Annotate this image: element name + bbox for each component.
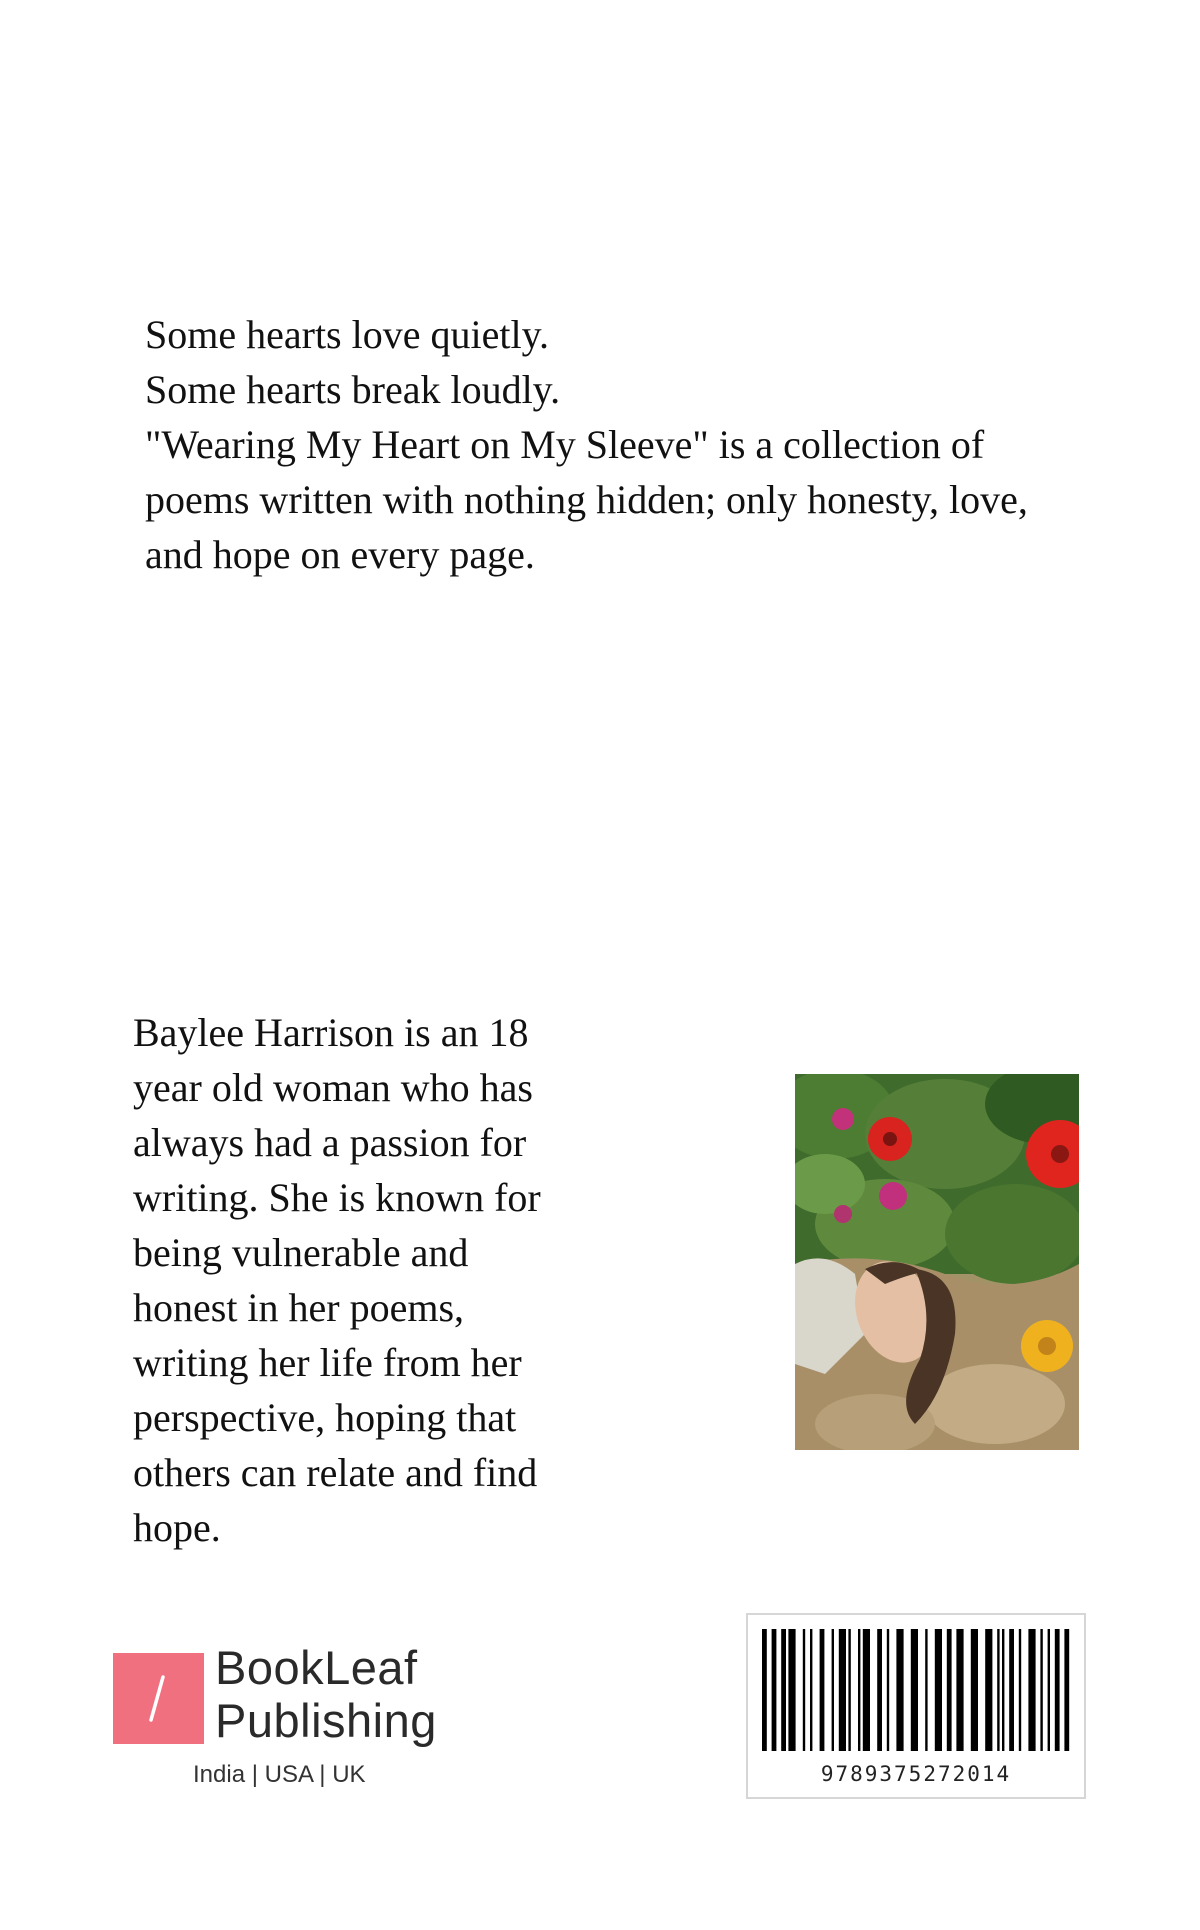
publisher-name [215,1641,437,1747]
bio-line: writing her life from her [133,1340,522,1385]
bio-line: being vulnerable and [133,1230,469,1275]
bio-line: Baylee Harrison is an 18 [133,1010,529,1055]
barcode-bar [896,1629,903,1751]
slash-icon [113,1653,204,1744]
bio-line: hope. [133,1505,221,1550]
barcode-bar [781,1629,786,1751]
barcode-bar [803,1629,805,1751]
barcode-bar [858,1629,860,1751]
barcode-bar [820,1629,825,1751]
bio-line: honest in her poems, [133,1285,465,1330]
blurb-line: poems written with nothing hidden; only honesty, love, [145,477,1028,522]
blurb-line: and hope on every page. [145,532,535,577]
barcode-bar [877,1629,882,1751]
barcode-bar [935,1629,942,1751]
barcode-bar [985,1629,992,1751]
barcode-bar [1040,1629,1042,1751]
barcode-bar [832,1629,834,1751]
flower-red [868,1117,912,1161]
barcode-bar [863,1629,870,1751]
publisher-name-line1: BookLeaf [215,1641,418,1694]
barcode-bar [1019,1629,1021,1751]
barcode-bar [947,1629,952,1751]
barcode-bar [762,1629,767,1751]
barcode-bar [925,1629,927,1751]
bio-line: writing. She is known for [133,1175,541,1220]
back-cover-blurb [145,307,1105,582]
bio-line: always had a passion for [133,1120,527,1165]
blurb-line: "Wearing My Heart on My Sleeve" is a collection of [145,422,985,467]
author-photo [795,1074,1079,1450]
barcode-bars [762,1629,1074,1759]
barcode-bar [887,1629,889,1751]
barcode-bar [772,1629,777,1751]
bio-line: others can relate and find [133,1450,538,1495]
barcode-bar [911,1629,918,1751]
barcode-bar [788,1629,795,1751]
barcode-bar [1009,1629,1014,1751]
bio-line: year old woman who has [133,1065,533,1110]
isbn-barcode [746,1613,1086,1799]
author-bio [133,1005,603,1555]
barcode-bar [1002,1629,1004,1751]
barcode-bar [848,1629,850,1751]
barcode-bar [1055,1629,1060,1751]
publisher-name-line2: Publishing [215,1694,437,1747]
barcode-bar [810,1629,812,1751]
publisher-regions: India | USA | UK [193,1761,366,1788]
blurb-line: Some hearts break loudly. [145,367,561,412]
barcode-bar [997,1629,999,1751]
barcode-bar [1064,1629,1069,1751]
barcode-bar [1028,1629,1035,1751]
barcode-bar [839,1629,846,1751]
barcode-bar [1048,1629,1050,1751]
barcode-bar [956,1629,963,1751]
barcode-bar [971,1629,978,1751]
bio-line: perspective, hoping that [133,1395,517,1440]
blurb-line: Some hearts love quietly. [145,312,549,357]
barcode-number: 9789375272014 [820,1762,1012,1786]
